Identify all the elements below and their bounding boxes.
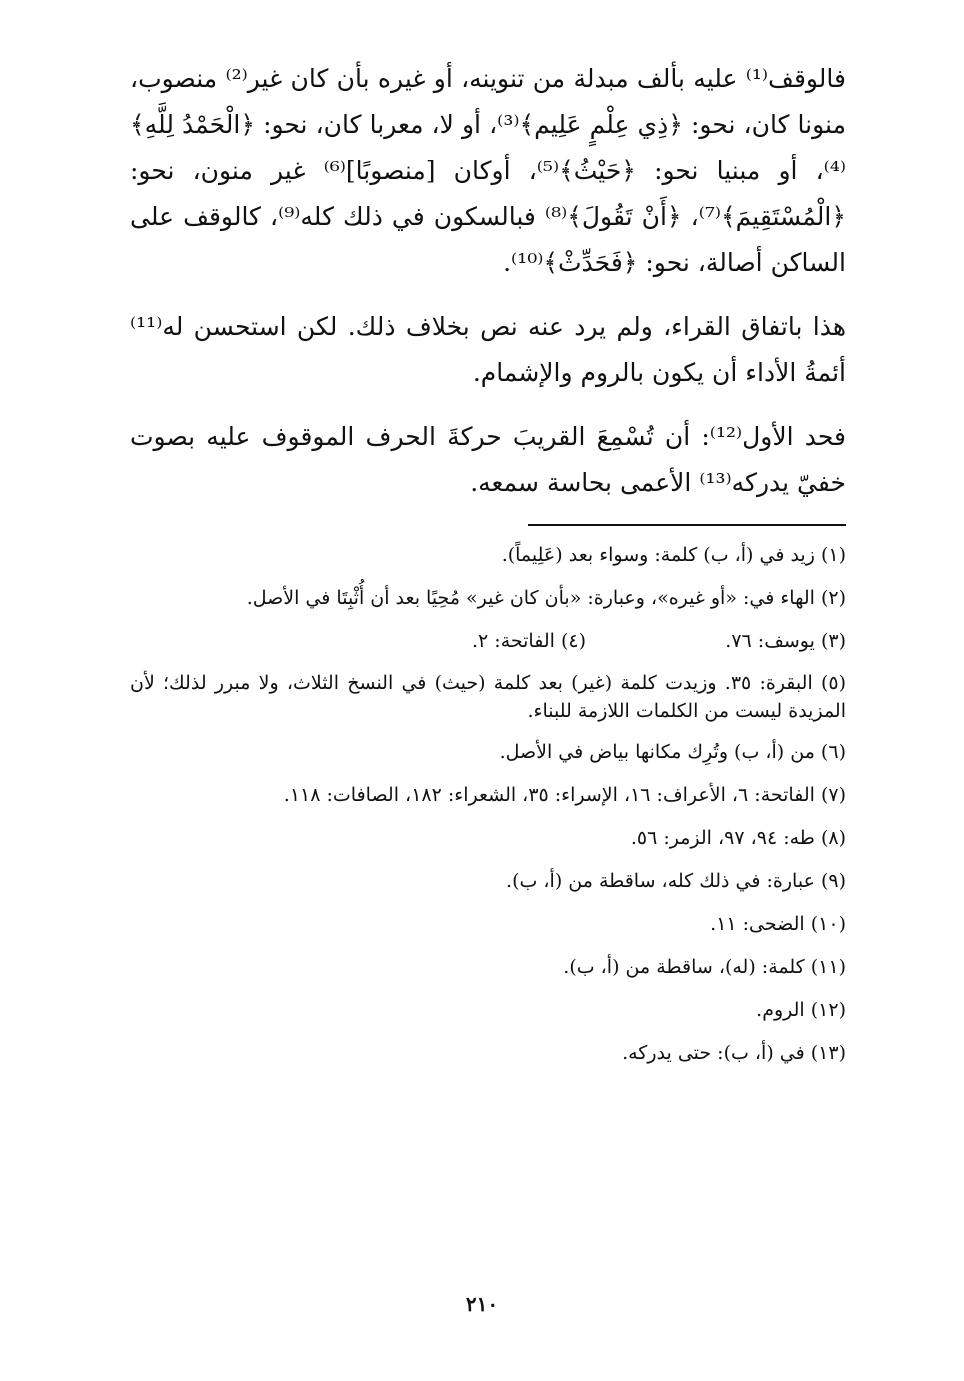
page-body	[130, 56, 846, 1081]
footnote-5: (٥) البقرة: ٣٥. وزيدت كلمة (غير) بعد كلمة (حيث) في النسخ الثلاث، ولا مبرر لذلك؛ لأن المزيدة ليست من الكلمات اللازمة للبناء.	[130, 672, 846, 722]
footnote-1: (١) زيد في (أ، ب) كلمة: وسواء بعد (عَلِيماً).	[501, 544, 846, 566]
page-number: ٢١٠	[465, 1292, 499, 1316]
main-paragraph-3: فحد الأول⁽¹²⁾: أن تُسْمِعَ القريبَ حركةَ الحرف الموقوف عليه بصوت خفيّ يدركه⁽¹³⁾ الأعمى بحاسة سمعه.	[130, 422, 846, 497]
footnote-2: (٢) الهاء في: «أو غيره»، وعبارة: «بأن كان غير» مُحِيًا بعد أن أُثْبِتَا في الأصل.	[246, 587, 846, 609]
footnote-8: (٨) طه: ٩٤، ٩٧، الزمر: ٥٦.	[630, 827, 846, 849]
main-paragraph-1: فالوقف⁽¹⁾ عليه بألف مبدلة من تنوينه، أو غيره بأن كان غير⁽²⁾ منصوب، منونا كان، نحو: ﴿ذِي عِلْمٍ عَلِيم﴾⁽³⁾، أو لا، معربا كان، نحو: ﴿الْحَمْدُ لِلَّهِ﴾⁽⁴⁾، أو مبنيا نحو: ﴿حَيْثُ﴾⁽⁵⁾، أوكان [منصوبًا]⁽⁶⁾ غير منون، نحو: ﴿الْمُسْتَقِيمَ﴾⁽⁷⁾، ﴿أَنْ تَقُولَ﴾⁽⁸⁾ فبالسكون في ذلك كله⁽⁹⁾، كالوقف على الساكن أصالة، نحو: ﴿فَحَدِّثْ﴾⁽¹⁰⁾.	[130, 64, 847, 277]
footnotes	[130, 540, 846, 1069]
footnote-10: (١٠) الضحى: ١١.	[710, 913, 846, 935]
footnote-13: (١٣) في (أ، ب): حتى يدركه.	[622, 1042, 846, 1064]
footnote-separator	[528, 524, 846, 526]
footnote-3: (٣) يوسف: ٧٦.	[725, 630, 846, 652]
footnote-11: (١١) كلمة: (له)، ساقطة من (أ، ب).	[563, 956, 846, 978]
footnote-12: (١٢) الروم.	[756, 999, 846, 1021]
footnote-9: (٩) عبارة: في ذلك كله، ساقطة من (أ، ب).	[506, 870, 846, 892]
main-paragraph-2: هذا باتفاق القراء، ولم يرد عنه نص بخلاف ذلك. لكن استحسن له⁽¹¹⁾ أئمةُ الأداء أن يكون بالروم والإشمام.	[130, 312, 846, 387]
footnote-6: (٦) من (أ، ب) وتُرِك مكانها بياض في الأصل.	[499, 741, 846, 763]
footnote-4: (٤) الفاتحة: ٢.	[471, 630, 586, 652]
footnote-row-3-4	[130, 626, 846, 657]
footnote-7: (٧) الفاتحة: ٦، الأعراف: ١٦، الإسراء: ٣٥، الشعراء: ١٨٢، الصافات: ١١٨.	[283, 784, 846, 806]
